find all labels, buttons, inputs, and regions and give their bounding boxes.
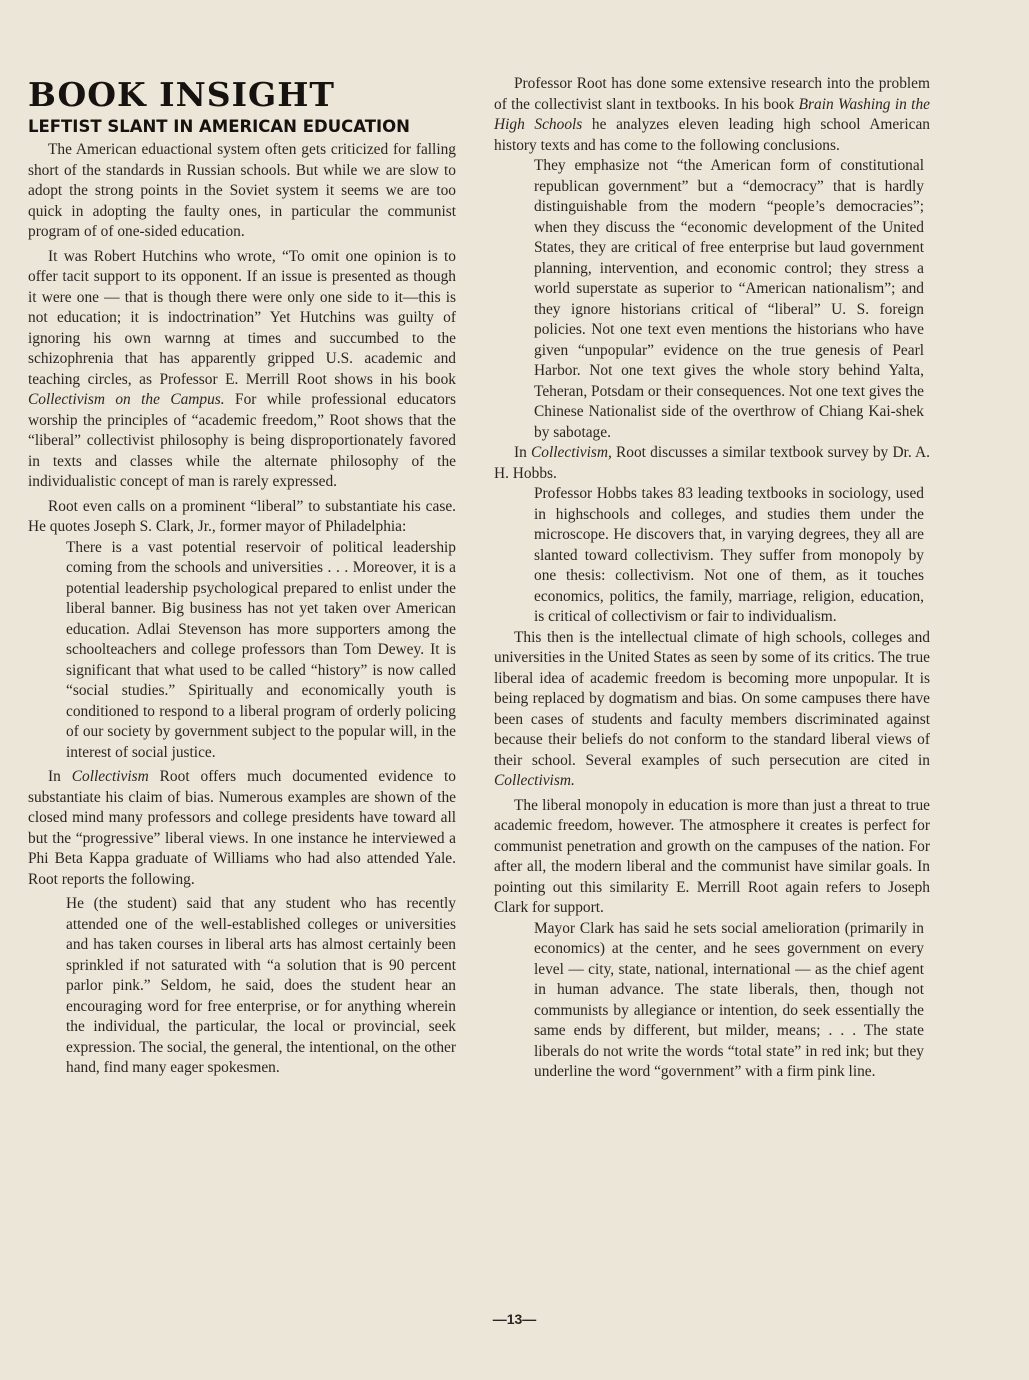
right-column xyxy=(494,74,930,1083)
quote-text: They emphasize not “the American form of constitutional republican government” but a “democracy” that is hardly distinguishable from the modern “people’s democracies”; when they discuss the “economic development of the United States, they are critical of free enterprise but laud government planning, intervention, and economic control; they stress a world superstate as superior to “American nationalism”; and they ignore historians critical of “liberal” U. S. foreign policies. Not one text even mentions the historians who have given “unpopular” evidence on the true genesis of Pearl Harbor. Not one text gives the whole story behind Yalta, Teheran, Potsdam or their consequences. Not one text gives the Chinese Nationalist side of the overthrow of Chiang Kai-shek by sabotage. xyxy=(534,157,924,441)
quote-text: Professor Hobbs takes 83 leading textbooks in sociology, used in highschools and colleges, and studies them under the microscope. He discovers that, in varying degrees, they all are slanted toward collectivism. They suffer from monopoly by one thesis: collectivism. Not one of them, as it touches economics, politics, the family, marriage, religion, education, is critical of collectivism or fair to individualism. xyxy=(534,485,924,625)
block-quote xyxy=(534,484,924,628)
book-title: Brain Washing in the High Schools xyxy=(494,95,930,133)
block-quote xyxy=(66,894,456,1079)
paragraph: Root even calls on a prominent “liberal” to substantiate his case. He quotes Joseph S. Clark, Jr., former mayor of Philadelphia: xyxy=(28,497,456,535)
left-column xyxy=(28,76,456,1079)
paragraph: It was Robert Hutchins who wrote, “To omit one opinion is to offer tacit support to its opponent. If an issue is presented as though it were one — that is though there were only one side to it—this is not education; it is indoctrination” Yet Hutchins was guilty of ignoring his own warnng at times and succumbed to the schizophrenia that has apparently gripped U.S. academic and teaching circles, as Professor E. Merrill Root shows in his book Collectivism on the Campus. For while professional educators worship the principles of “academic freedom,” Root shows that the “liberal” collectivist philosophy is being disproportionately favored in texts and classes while the alternate philosophy of the individualistic concept of man is rarely expressed. xyxy=(28,247,456,490)
quote-text: There is a vast potential reservoir of political leadership coming from the schools and universities . . . Moreover, it is a potential leadership psychological prepared to enlist under the liberal banner. Big business has not yet taken over American education. Adlai Stevenson has more supporters among the schoolteachers and college professors than Tom Dewey. It is significant that what used to be called “history” is now called “social studies.” Spiritually and economically youth is conditioned to respond to a liberal program of orderly policing of our society by government subject to the popular will, in the interest of social justice. xyxy=(66,538,456,761)
page-number: —13— xyxy=(492,1311,537,1327)
quote-text: Mayor Clark has said he sets social amelioration (primarily in economics) at the center, and he sees government on every level — city, state, national, international — as the chief agent in human advance. The state liberals, then, though not communists by allegiance or intention, do seek essentially the same ends by different, but milder, means; . . . The state liberals do not write the words “total state” in red ink; but they underline the word “government” with a firm pink line. xyxy=(534,919,924,1080)
book-title: Collectivism, xyxy=(531,444,612,461)
block-quote xyxy=(534,919,924,1083)
paragraph: The American eduactional system often gets criticized for falling short of the standards in Russian schools. But while we are slow to adopt the strong points in the Soviet system it seems we are too quick in adopting the faulty ones, in particular the communist program of of one-sided education. xyxy=(28,141,456,240)
book-title: Collectivism. xyxy=(494,772,575,789)
paragraph: In Collectivism Root offers much documented evidence to substantiate his claim of bias. Numerous examples are shown of the closed mind many professors and college presidents have toward all but the “progressive” liberal views. In one instance he interviewed a Phi Beta Kappa graduate of Williams who had also attended Yale. Root reports the following. xyxy=(28,768,456,888)
paragraph: This then is the intellectual climate of high schools, colleges and universities in the United States as seen by some of its critics. The true liberal idea of academic freedom is becoming more unpopular. It is being replaced by dogmatism and bias. On some campuses there have been cases of students and faculty members discriminated against because their beliefs do not conform to the standard liberal views of their school. Several examples of such persecution are cited in Collectivism. xyxy=(494,628,930,789)
paragraph: Professor Root has done some extensive research into the problem of the collectivist slant in textbooks. In his book Brain Washing in the High Schools he analyzes eleven leading high school American history texts and has come to the following conclusions. xyxy=(494,75,930,154)
paragraph: In Collectivism, Root discusses a similar textbook survey by Dr. A. H. Hobbs. xyxy=(494,444,930,482)
block-quote xyxy=(534,156,924,443)
article-heading: BOOK INSIGHT xyxy=(28,75,335,114)
quote-text: He (the student) said that any student who has recently attended one of the well-established colleges or universities and has taken courses in liberal arts has almost certainly been sprinkled if not saturated with “a solution that is 90 percent parlor pink.” Seldom, he said, does the student hear an encouraging word for free enterprise, or for anything wherein the individual, the particular, the local or provincial, seek expression. The social, the general, the intentional, on the other hand, find many eager spokesmen. xyxy=(66,895,456,1076)
block-quote xyxy=(66,538,456,764)
article-subheading: LEFTIST SLANT IN AMERICAN EDUCATION xyxy=(28,117,410,136)
book-title: Collectivism on the Campus. xyxy=(28,391,225,408)
paragraph: The liberal monopoly in education is more than just a threat to true academic freedom, however. The atmosphere it creates is perfect for communist penetration and growth on the campuses of the nation. For after all, the modern liberal and the communist have similar goals. In pointing out this similarity E. Merrill Root again refers to Joseph Clark for support. xyxy=(494,796,930,916)
book-title: Collectivism xyxy=(71,768,149,785)
